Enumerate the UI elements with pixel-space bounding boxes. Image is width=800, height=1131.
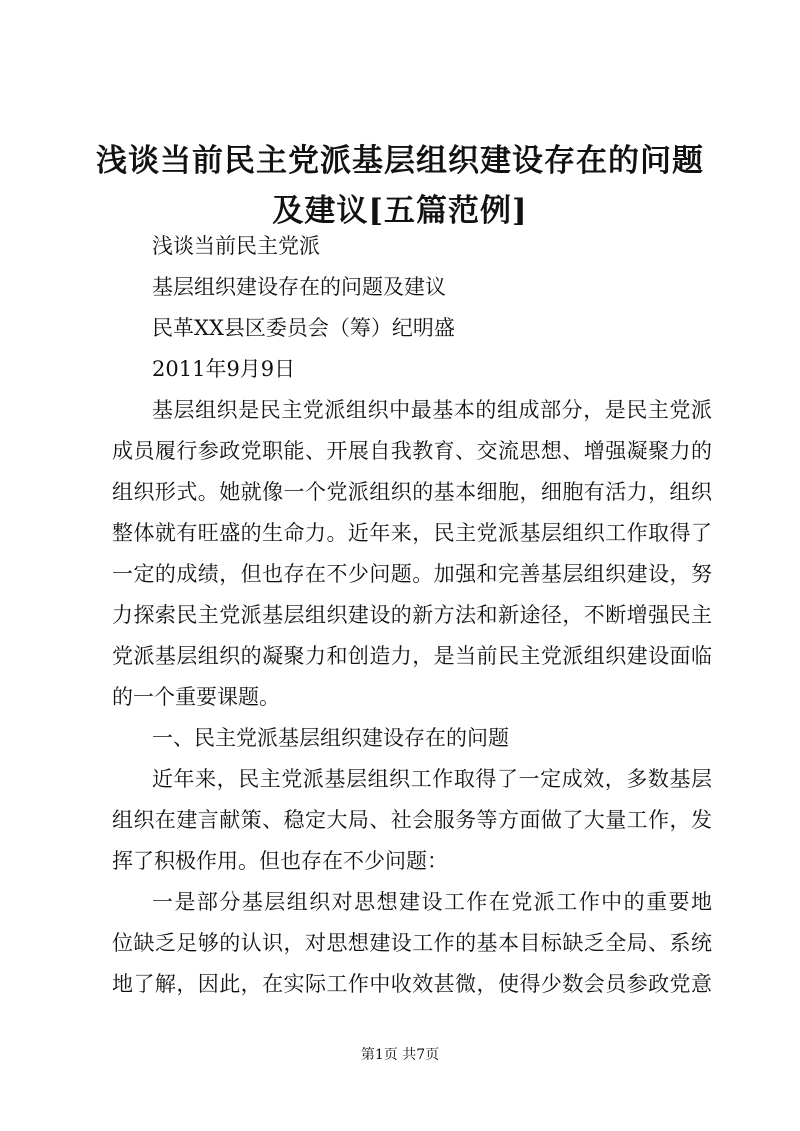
paragraph-line: 地了解，因此，在实际工作中收效甚微，使得少数会员参政党意 <box>112 972 712 996</box>
paragraph-line: 一定的成绩，但也存在不少问题。加强和完善基层组织建设，努 <box>112 562 712 586</box>
document-title: 浅谈当前民主党派基层组织建设存在的问题及建议[五篇范例] <box>96 143 704 229</box>
paragraph-line: 组织在建言献策、稳定大局、社会服务等方面做了大量工作，发 <box>112 808 712 832</box>
paragraph-line: 力探索民主党派基层组织建设的新方法和新途径，不断增强民主 <box>112 603 712 627</box>
paragraph-line: 整体就有旺盛的生命力。近年来，民主党派基层组织工作取得了 <box>112 521 712 545</box>
author-line: 民革XX县区委员会（筹）纪明盛 <box>152 316 455 340</box>
paragraph-line: 挥了积极作用。但也存在不少问题： <box>112 849 448 873</box>
paragraph-line: 位缺乏足够的认识，对思想建设工作的基本目标缺乏全局、系统 <box>112 931 712 955</box>
paragraph-line: 一是部分基层组织对思想建设工作在党派工作中的重要地 <box>152 890 712 914</box>
section-heading: 一、民主党派基层组织建设存在的问题 <box>152 726 509 750</box>
paragraph-line: 组织形式。她就像一个党派组织的基本细胞，细胞有活力，组织 <box>112 480 712 504</box>
subtitle-line-2: 基层组织建设存在的问题及建议 <box>152 275 446 299</box>
paragraph-line: 近年来，民主党派基层组织工作取得了一定成效，多数基层 <box>152 767 712 791</box>
paragraph-line: 党派基层组织的凝聚力和创造力，是当前民主党派组织建设面临 <box>112 644 712 668</box>
paragraph-line: 成员履行参政党职能、开展自我教育、交流思想、增强凝聚力的 <box>112 439 712 463</box>
paragraph-line: 基层组织是民主党派组织中最基本的组成部分，是民主党派 <box>152 398 712 422</box>
date-line: 2011年9月9日 <box>152 357 296 381</box>
paragraph-line: 的一个重要课题。 <box>112 685 280 709</box>
subtitle-line-1: 浅谈当前民主党派 <box>152 234 320 258</box>
page-footer: 第1页 共7页 <box>360 1047 440 1063</box>
